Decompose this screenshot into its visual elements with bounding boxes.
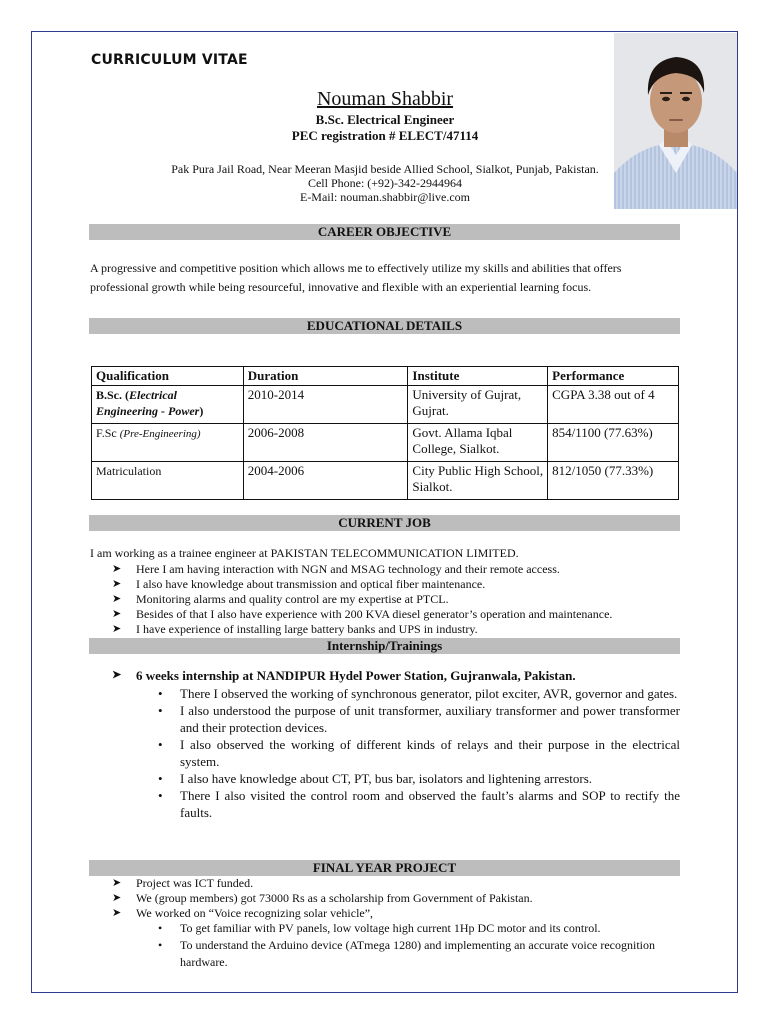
list-item (90, 891, 680, 906)
career-objective-text: A progressive and competitive position which allows me to effectively utilize my skills and abilities that offers professional growth while being resourceful, innovative and flexible with an experiential learning focus. (90, 261, 622, 294)
column-header: Institute (408, 367, 548, 386)
internship-title-list (90, 668, 680, 683)
contact-block (90, 162, 680, 204)
career-objective-heading: CAREER OBJECTIVE (89, 224, 680, 240)
table-header-row (92, 367, 679, 386)
performance-cell: CGPA 3.38 out of 4 (548, 386, 679, 424)
internship-title: 6 weeks internship at NANDIPUR Hydel Power Station, Gujranwala, Pakistan. (136, 668, 576, 683)
project-list (90, 876, 680, 921)
internship-heading: Internship/Trainings (89, 638, 680, 654)
column-header: Duration (243, 367, 408, 386)
list-item (90, 876, 680, 891)
list-item (90, 592, 680, 607)
list-item (156, 736, 680, 770)
table-row (92, 462, 679, 500)
list-item (156, 787, 680, 821)
bullet-icon: • (158, 737, 163, 752)
list-item-text: We (group members) got 73000 Rs as a scholarship from Government of Pakistan. (136, 891, 533, 905)
duration-cell: 2004-2006 (243, 462, 408, 500)
degree-line: B.Sc. Electrical Engineer (315, 112, 455, 127)
list-item-text: Monitoring alarms and quality control are my expertise at PTCL. (136, 592, 449, 606)
list-item (90, 622, 680, 637)
list-item-text: There I also visited the control room and observed the fault’s alarms and SOP to rectify the faults. (180, 788, 680, 820)
bullet-icon: • (158, 938, 163, 952)
list-item-text: I have experience of installing large battery banks and UPS in industry. (136, 622, 478, 636)
duration-cell: 2010-2014 (243, 386, 408, 424)
list-item-text: Project was ICT funded. (136, 876, 254, 890)
list-item-text: I also have knowledge about transmission and optical fiber maintenance. (136, 577, 486, 591)
institute-cell: Govt. Allama Iqbal College, Sialkot. (408, 424, 548, 462)
project-sub-list (156, 920, 666, 971)
qualification-main: B.Sc. ( (96, 388, 129, 402)
list-item-text: I also have knowledge about CT, PT, bus bar, isolators and lightening arrestors. (180, 771, 593, 786)
duration-cell: 2006-2008 (243, 424, 408, 462)
institute-cell: City Public High School, Sialkot. (408, 462, 548, 500)
bullet-icon: • (158, 921, 163, 935)
column-header: Performance (548, 367, 679, 386)
list-item (156, 920, 666, 937)
column-header: Qualification (92, 367, 244, 386)
list-item (90, 607, 680, 622)
education-heading: EDUCATIONAL DETAILS (89, 318, 680, 334)
bullet-icon: • (158, 771, 163, 786)
arrow-bullet-icon: ➤ (112, 608, 122, 620)
list-item (90, 668, 680, 683)
list-item (90, 906, 680, 921)
list-item-text: To get familiar with PV panels, low voltage high current 1Hp DC motor and its control. (180, 921, 601, 935)
list-item-text: Here I am having interaction with NGN and MSAG technology and their remote access. (136, 562, 560, 576)
internship-list (156, 685, 680, 821)
list-item (156, 770, 680, 787)
pec-registration: PEC registration # ELECT/47114 (291, 128, 479, 143)
email: E-Mail: nouman.shabbir@live.com (299, 190, 470, 204)
bullet-icon: • (158, 703, 163, 718)
candidate-name: Nouman Shabbir (316, 88, 454, 110)
list-item (156, 685, 680, 702)
list-item-text: I also understood the purpose of unit transformer, auxiliary transformer and power transformer and their protection devices. (180, 703, 680, 735)
list-item (90, 562, 680, 577)
list-item-text: Besides of that I also have experience with 200 KVA diesel generator’s operation and maintenance. (136, 607, 613, 621)
list-item-text: There I observed the working of synchronous generator, pilot exciter, AVR, governor and gates. (180, 686, 678, 701)
qualification-cell (92, 424, 244, 462)
list-item-text: I also observed the working of different kinds of relays and their purpose in the electrical system. (180, 737, 680, 769)
current-job-list (90, 562, 680, 637)
education-table (91, 366, 679, 500)
arrow-bullet-icon: ➤ (112, 669, 122, 681)
list-item-text: We worked on “Voice recognizing solar vehicle”, (136, 906, 374, 920)
arrow-bullet-icon: ➤ (112, 877, 122, 889)
bullet-icon: • (158, 788, 163, 803)
current-job-intro: I am working as a trainee engineer at PAKISTAN TELECOMMUNICATION LIMITED. (90, 546, 519, 560)
cell-phone: Cell Phone: (+92)-342-2944964 (307, 176, 463, 190)
qualification-cell: Matriculation (92, 462, 244, 500)
list-item-text: To understand the Arduino device (ATmega 1280) and implementing an accurate voice recognition hardware. (180, 938, 656, 969)
qualification-main: F.Sc (96, 426, 120, 440)
list-item (90, 577, 680, 592)
list-item (156, 937, 666, 971)
institute-cell: University of Gujrat, Gujrat. (408, 386, 548, 424)
cv-title: CURRICULUM VITAE (91, 52, 248, 68)
table-row (92, 386, 679, 424)
qualification-sub: (Pre-Engineering) (119, 428, 201, 440)
arrow-bullet-icon: ➤ (112, 563, 122, 575)
address: Pak Pura Jail Road, Near Meeran Masjid beside Allied School, Sialkot, Punjab, Pakistan. (171, 162, 599, 176)
performance-cell: 812/1050 (77.33%) (548, 462, 679, 500)
qualification-end: ) (199, 404, 204, 418)
arrow-bullet-icon: ➤ (112, 593, 122, 605)
current-job-heading: CURRENT JOB (89, 515, 680, 531)
table-row (92, 424, 679, 462)
performance-cell: 854/1100 (77.63%) (548, 424, 679, 462)
arrow-bullet-icon: ➤ (112, 892, 122, 904)
arrow-bullet-icon: ➤ (112, 578, 122, 590)
arrow-bullet-icon: ➤ (112, 623, 122, 635)
bullet-icon: • (158, 686, 163, 701)
qualification-cell (92, 386, 244, 424)
list-item (156, 702, 680, 736)
qualification-sub: Electrical Engineering - Power (96, 388, 200, 418)
arrow-bullet-icon: ➤ (112, 907, 122, 919)
final-year-project-heading: FINAL YEAR PROJECT (89, 860, 680, 876)
